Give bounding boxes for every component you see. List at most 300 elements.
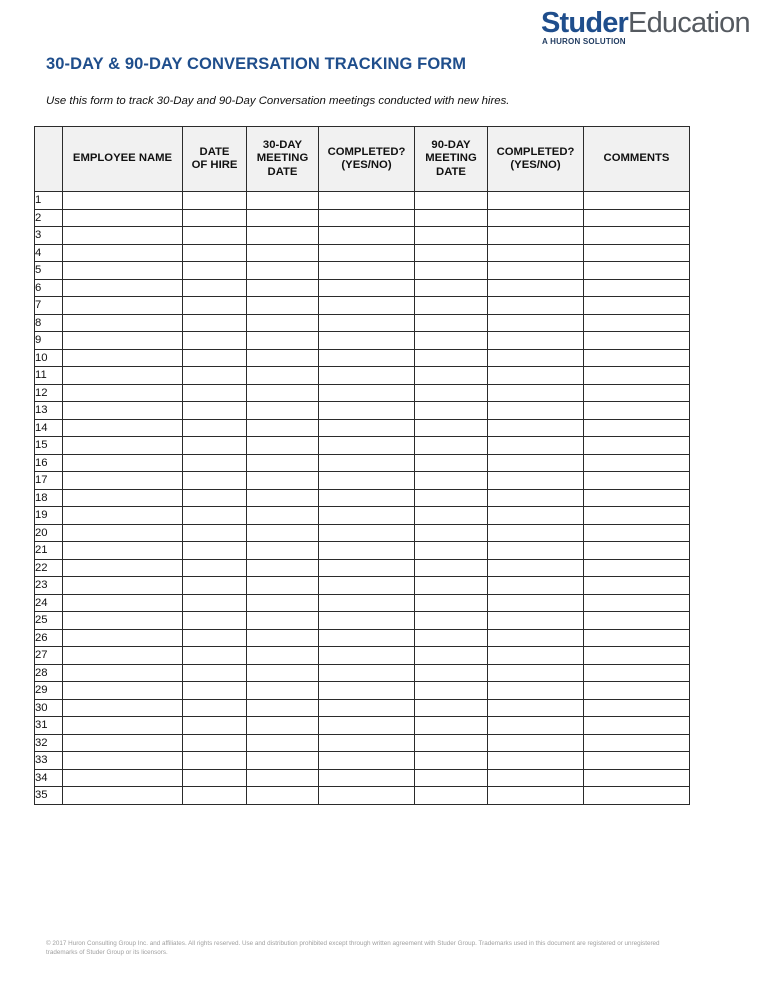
cell-date-of-hire[interactable] xyxy=(183,577,247,595)
cell-completed-30[interactable] xyxy=(319,524,415,542)
cell-completed-30[interactable] xyxy=(319,349,415,367)
cell-employee-name[interactable] xyxy=(63,244,183,262)
cell-completed-90[interactable] xyxy=(488,437,584,455)
row-number: 3 xyxy=(35,227,63,245)
table-row xyxy=(35,454,690,472)
cell-date-of-hire[interactable] xyxy=(183,209,247,227)
table-row xyxy=(35,349,690,367)
cell-employee-name[interactable] xyxy=(63,594,183,612)
cell-comments[interactable] xyxy=(584,332,690,350)
cell-90-day-meeting-date[interactable] xyxy=(415,594,488,612)
cell-30-day-meeting-date[interactable] xyxy=(247,192,319,210)
cell-employee-name[interactable] xyxy=(63,682,183,700)
cell-comments[interactable] xyxy=(584,402,690,420)
cell-date-of-hire[interactable] xyxy=(183,262,247,280)
cell-completed-90[interactable] xyxy=(488,647,584,665)
cell-completed-30[interactable] xyxy=(319,577,415,595)
cell-date-of-hire[interactable] xyxy=(183,489,247,507)
cell-completed-90[interactable] xyxy=(488,209,584,227)
table-row xyxy=(35,752,690,770)
cell-comments[interactable] xyxy=(584,244,690,262)
cell-date-of-hire[interactable] xyxy=(183,332,247,350)
cell-90-day-meeting-date[interactable] xyxy=(415,664,488,682)
cell-30-day-meeting-date[interactable] xyxy=(247,699,319,717)
cell-completed-30[interactable] xyxy=(319,209,415,227)
cell-comments[interactable] xyxy=(584,489,690,507)
form-title: 30-DAY & 90-DAY CONVERSATION TRACKING FORM xyxy=(46,55,467,73)
table-row xyxy=(35,629,690,647)
row-number: 26 xyxy=(35,629,63,647)
cell-employee-name[interactable] xyxy=(63,699,183,717)
cell-completed-30[interactable] xyxy=(319,489,415,507)
row-number: 30 xyxy=(35,699,63,717)
cell-employee-name[interactable] xyxy=(63,734,183,752)
cell-90-day-meeting-date[interactable] xyxy=(415,454,488,472)
row-number: 10 xyxy=(35,349,63,367)
row-number: 24 xyxy=(35,594,63,612)
cell-30-day-meeting-date[interactable] xyxy=(247,594,319,612)
copyright-footer: © 2017 Huron Consulting Group Inc. and affiliates. All rights reserved. Use and distribution prohibited except through written agreement with Studer Group. Trademarks used in this document are registered or unregistered trademarks of Studer Group or its licensors. xyxy=(46,940,660,956)
cell-comments[interactable] xyxy=(584,594,690,612)
cell-date-of-hire[interactable] xyxy=(183,699,247,717)
cell-completed-30[interactable] xyxy=(319,664,415,682)
table-row xyxy=(35,577,690,595)
cell-90-day-meeting-date[interactable] xyxy=(415,244,488,262)
cell-completed-90[interactable] xyxy=(488,402,584,420)
cell-comments[interactable] xyxy=(584,454,690,472)
cell-employee-name[interactable] xyxy=(63,349,183,367)
table-row xyxy=(35,647,690,665)
cell-completed-30[interactable] xyxy=(319,297,415,315)
table-row xyxy=(35,209,690,227)
cell-30-day-meeting-date[interactable] xyxy=(247,332,319,350)
cell-completed-30[interactable] xyxy=(319,682,415,700)
cell-completed-90[interactable] xyxy=(488,297,584,315)
cell-date-of-hire[interactable] xyxy=(183,629,247,647)
cell-30-day-meeting-date[interactable] xyxy=(247,472,319,490)
cell-date-of-hire[interactable] xyxy=(183,349,247,367)
cell-date-of-hire[interactable] xyxy=(183,244,247,262)
cell-90-day-meeting-date[interactable] xyxy=(415,524,488,542)
table-row xyxy=(35,314,690,332)
cell-date-of-hire[interactable] xyxy=(183,664,247,682)
row-number: 16 xyxy=(35,454,63,472)
cell-completed-30[interactable] xyxy=(319,384,415,402)
cell-90-day-meeting-date[interactable] xyxy=(415,542,488,560)
cell-date-of-hire[interactable] xyxy=(183,612,247,630)
cell-date-of-hire[interactable] xyxy=(183,472,247,490)
table-row xyxy=(35,437,690,455)
row-number: 29 xyxy=(35,682,63,700)
cell-30-day-meeting-date[interactable] xyxy=(247,402,319,420)
cell-comments[interactable] xyxy=(584,769,690,787)
table-row xyxy=(35,244,690,262)
cell-employee-name[interactable] xyxy=(63,437,183,455)
cell-30-day-meeting-date[interactable] xyxy=(247,227,319,245)
cell-employee-name[interactable] xyxy=(63,402,183,420)
cell-comments[interactable] xyxy=(584,734,690,752)
cell-completed-30[interactable] xyxy=(319,717,415,735)
cell-employee-name[interactable] xyxy=(63,524,183,542)
cell-30-day-meeting-date[interactable] xyxy=(247,384,319,402)
cell-completed-30[interactable] xyxy=(319,227,415,245)
cell-90-day-meeting-date[interactable] xyxy=(415,629,488,647)
table-row xyxy=(35,472,690,490)
cell-comments[interactable] xyxy=(584,209,690,227)
cell-90-day-meeting-date[interactable] xyxy=(415,559,488,577)
cell-employee-name[interactable] xyxy=(63,629,183,647)
cell-comments[interactable] xyxy=(584,699,690,717)
cell-completed-90[interactable] xyxy=(488,349,584,367)
cell-30-day-meeting-date[interactable] xyxy=(247,542,319,560)
cell-comments[interactable] xyxy=(584,752,690,770)
cell-30-day-meeting-date[interactable] xyxy=(247,314,319,332)
cell-completed-30[interactable] xyxy=(319,192,415,210)
cell-completed-30[interactable] xyxy=(319,454,415,472)
cell-30-day-meeting-date[interactable] xyxy=(247,769,319,787)
row-number: 4 xyxy=(35,244,63,262)
cell-completed-30[interactable] xyxy=(319,734,415,752)
cell-completed-90[interactable] xyxy=(488,629,584,647)
cell-comments[interactable] xyxy=(584,664,690,682)
row-number: 1 xyxy=(35,192,63,210)
header-completed-90: COMPLETED? (YES/NO) xyxy=(488,127,584,192)
cell-completed-30[interactable] xyxy=(319,787,415,805)
cell-employee-name[interactable] xyxy=(63,332,183,350)
cell-90-day-meeting-date[interactable] xyxy=(415,192,488,210)
cell-90-day-meeting-date[interactable] xyxy=(415,752,488,770)
cell-30-day-meeting-date[interactable] xyxy=(247,612,319,630)
table-row xyxy=(35,384,690,402)
cell-employee-name[interactable] xyxy=(63,279,183,297)
cell-completed-30[interactable] xyxy=(319,612,415,630)
cell-completed-90[interactable] xyxy=(488,227,584,245)
table-row xyxy=(35,402,690,420)
cell-90-day-meeting-date[interactable] xyxy=(415,577,488,595)
row-number: 31 xyxy=(35,717,63,735)
cell-comments[interactable] xyxy=(584,717,690,735)
table-row xyxy=(35,227,690,245)
cell-employee-name[interactable] xyxy=(63,209,183,227)
cell-date-of-hire[interactable] xyxy=(183,594,247,612)
cell-30-day-meeting-date[interactable] xyxy=(247,349,319,367)
cell-30-day-meeting-date[interactable] xyxy=(247,734,319,752)
cell-completed-30[interactable] xyxy=(319,279,415,297)
row-number: 5 xyxy=(35,262,63,280)
cell-completed-90[interactable] xyxy=(488,489,584,507)
logo-wordmark xyxy=(541,8,750,38)
cell-90-day-meeting-date[interactable] xyxy=(415,402,488,420)
table-row xyxy=(35,717,690,735)
cell-30-day-meeting-date[interactable] xyxy=(247,717,319,735)
cell-date-of-hire[interactable] xyxy=(183,227,247,245)
cell-completed-30[interactable] xyxy=(319,594,415,612)
cell-comments[interactable] xyxy=(584,612,690,630)
cell-90-day-meeting-date[interactable] xyxy=(415,472,488,490)
cell-employee-name[interactable] xyxy=(63,647,183,665)
cell-completed-90[interactable] xyxy=(488,752,584,770)
cell-completed-30[interactable] xyxy=(319,437,415,455)
cell-employee-name[interactable] xyxy=(63,297,183,315)
cell-90-day-meeting-date[interactable] xyxy=(415,349,488,367)
cell-completed-30[interactable] xyxy=(319,752,415,770)
cell-comments[interactable] xyxy=(584,682,690,700)
cell-30-day-meeting-date[interactable] xyxy=(247,682,319,700)
cell-employee-name[interactable] xyxy=(63,717,183,735)
cell-completed-30[interactable] xyxy=(319,629,415,647)
cell-date-of-hire[interactable] xyxy=(183,559,247,577)
cell-comments[interactable] xyxy=(584,262,690,280)
cell-completed-30[interactable] xyxy=(319,332,415,350)
cell-date-of-hire[interactable] xyxy=(183,454,247,472)
cell-90-day-meeting-date[interactable] xyxy=(415,787,488,805)
cell-comments[interactable] xyxy=(584,559,690,577)
cell-30-day-meeting-date[interactable] xyxy=(247,209,319,227)
cell-90-day-meeting-date[interactable] xyxy=(415,489,488,507)
cell-employee-name[interactable] xyxy=(63,262,183,280)
cell-completed-90[interactable] xyxy=(488,419,584,437)
cell-completed-90[interactable] xyxy=(488,367,584,385)
cell-90-day-meeting-date[interactable] xyxy=(415,279,488,297)
cell-completed-30[interactable] xyxy=(319,367,415,385)
cell-completed-90[interactable] xyxy=(488,262,584,280)
table-row xyxy=(35,279,690,297)
cell-completed-90[interactable] xyxy=(488,577,584,595)
table-row xyxy=(35,769,690,787)
cell-completed-90[interactable] xyxy=(488,524,584,542)
cell-completed-90[interactable] xyxy=(488,594,584,612)
row-number: 18 xyxy=(35,489,63,507)
cell-comments[interactable] xyxy=(584,349,690,367)
cell-date-of-hire[interactable] xyxy=(183,437,247,455)
cell-comments[interactable] xyxy=(584,314,690,332)
cell-completed-90[interactable] xyxy=(488,192,584,210)
cell-completed-30[interactable] xyxy=(319,472,415,490)
table-row xyxy=(35,489,690,507)
cell-90-day-meeting-date[interactable] xyxy=(415,647,488,665)
cell-comments[interactable] xyxy=(584,297,690,315)
cell-comments[interactable] xyxy=(584,542,690,560)
cell-90-day-meeting-date[interactable] xyxy=(415,682,488,700)
cell-90-day-meeting-date[interactable] xyxy=(415,227,488,245)
cell-90-day-meeting-date[interactable] xyxy=(415,734,488,752)
cell-date-of-hire[interactable] xyxy=(183,647,247,665)
cell-30-day-meeting-date[interactable] xyxy=(247,664,319,682)
cell-comments[interactable] xyxy=(584,472,690,490)
row-number: 34 xyxy=(35,769,63,787)
cell-employee-name[interactable] xyxy=(63,489,183,507)
row-number: 7 xyxy=(35,297,63,315)
table-row xyxy=(35,367,690,385)
cell-date-of-hire[interactable] xyxy=(183,752,247,770)
cell-completed-30[interactable] xyxy=(319,542,415,560)
cell-employee-name[interactable] xyxy=(63,472,183,490)
cell-employee-name[interactable] xyxy=(63,577,183,595)
cell-completed-90[interactable] xyxy=(488,769,584,787)
cell-date-of-hire[interactable] xyxy=(183,769,247,787)
cell-completed-30[interactable] xyxy=(319,699,415,717)
row-number: 12 xyxy=(35,384,63,402)
cell-employee-name[interactable] xyxy=(63,384,183,402)
cell-30-day-meeting-date[interactable] xyxy=(247,629,319,647)
table-row xyxy=(35,524,690,542)
cell-completed-90[interactable] xyxy=(488,734,584,752)
cell-completed-30[interactable] xyxy=(319,419,415,437)
cell-30-day-meeting-date[interactable] xyxy=(247,507,319,525)
cell-completed-30[interactable] xyxy=(319,314,415,332)
cell-comments[interactable] xyxy=(584,227,690,245)
cell-date-of-hire[interactable] xyxy=(183,524,247,542)
cell-30-day-meeting-date[interactable] xyxy=(247,454,319,472)
cell-employee-name[interactable] xyxy=(63,454,183,472)
cell-completed-90[interactable] xyxy=(488,612,584,630)
cell-completed-90[interactable] xyxy=(488,384,584,402)
cell-30-day-meeting-date[interactable] xyxy=(247,437,319,455)
cell-date-of-hire[interactable] xyxy=(183,192,247,210)
cell-90-day-meeting-date[interactable] xyxy=(415,612,488,630)
cell-90-day-meeting-date[interactable] xyxy=(415,437,488,455)
table-row xyxy=(35,559,690,577)
cell-employee-name[interactable] xyxy=(63,752,183,770)
cell-employee-name[interactable] xyxy=(63,559,183,577)
cell-employee-name[interactable] xyxy=(63,664,183,682)
cell-completed-90[interactable] xyxy=(488,699,584,717)
cell-completed-30[interactable] xyxy=(319,507,415,525)
tracking-table xyxy=(34,126,690,805)
cell-90-day-meeting-date[interactable] xyxy=(415,332,488,350)
cell-date-of-hire[interactable] xyxy=(183,419,247,437)
cell-completed-90[interactable] xyxy=(488,717,584,735)
cell-employee-name[interactable] xyxy=(63,612,183,630)
cell-completed-90[interactable] xyxy=(488,507,584,525)
table-row xyxy=(35,542,690,560)
cell-completed-90[interactable] xyxy=(488,542,584,560)
cell-comments[interactable] xyxy=(584,629,690,647)
cell-30-day-meeting-date[interactable] xyxy=(247,262,319,280)
cell-comments[interactable] xyxy=(584,787,690,805)
cell-completed-90[interactable] xyxy=(488,682,584,700)
table-row xyxy=(35,682,690,700)
cell-completed-90[interactable] xyxy=(488,664,584,682)
cell-employee-name[interactable] xyxy=(63,367,183,385)
cell-date-of-hire[interactable] xyxy=(183,787,247,805)
cell-90-day-meeting-date[interactable] xyxy=(415,367,488,385)
cell-employee-name[interactable] xyxy=(63,769,183,787)
cell-employee-name[interactable] xyxy=(63,419,183,437)
cell-30-day-meeting-date[interactable] xyxy=(247,524,319,542)
cell-completed-30[interactable] xyxy=(319,262,415,280)
cell-completed-90[interactable] xyxy=(488,244,584,262)
cell-90-day-meeting-date[interactable] xyxy=(415,209,488,227)
row-number: 8 xyxy=(35,314,63,332)
cell-employee-name[interactable] xyxy=(63,192,183,210)
cell-employee-name[interactable] xyxy=(63,507,183,525)
table-row xyxy=(35,332,690,350)
cell-completed-90[interactable] xyxy=(488,314,584,332)
table-row xyxy=(35,594,690,612)
cell-90-day-meeting-date[interactable] xyxy=(415,769,488,787)
cell-comments[interactable] xyxy=(584,192,690,210)
row-number: 25 xyxy=(35,612,63,630)
cell-employee-name[interactable] xyxy=(63,542,183,560)
cell-comments[interactable] xyxy=(584,524,690,542)
cell-completed-30[interactable] xyxy=(319,559,415,577)
cell-30-day-meeting-date[interactable] xyxy=(247,577,319,595)
cell-date-of-hire[interactable] xyxy=(183,384,247,402)
cell-30-day-meeting-date[interactable] xyxy=(247,367,319,385)
cell-comments[interactable] xyxy=(584,419,690,437)
row-number: 6 xyxy=(35,279,63,297)
row-number: 17 xyxy=(35,472,63,490)
cell-date-of-hire[interactable] xyxy=(183,402,247,420)
cell-completed-30[interactable] xyxy=(319,769,415,787)
cell-comments[interactable] xyxy=(584,647,690,665)
cell-date-of-hire[interactable] xyxy=(183,367,247,385)
cell-date-of-hire[interactable] xyxy=(183,734,247,752)
cell-comments[interactable] xyxy=(584,384,690,402)
cell-date-of-hire[interactable] xyxy=(183,297,247,315)
cell-completed-90[interactable] xyxy=(488,559,584,577)
row-number: 23 xyxy=(35,577,63,595)
logo-name-light: Education xyxy=(628,7,750,39)
cell-completed-30[interactable] xyxy=(319,402,415,420)
cell-90-day-meeting-date[interactable] xyxy=(415,507,488,525)
cell-comments[interactable] xyxy=(584,279,690,297)
cell-90-day-meeting-date[interactable] xyxy=(415,717,488,735)
cell-date-of-hire[interactable] xyxy=(183,279,247,297)
cell-comments[interactable] xyxy=(584,437,690,455)
cell-completed-90[interactable] xyxy=(488,454,584,472)
cell-30-day-meeting-date[interactable] xyxy=(247,752,319,770)
cell-30-day-meeting-date[interactable] xyxy=(247,489,319,507)
cell-employee-name[interactable] xyxy=(63,227,183,245)
cell-30-day-meeting-date[interactable] xyxy=(247,279,319,297)
cell-30-day-meeting-date[interactable] xyxy=(247,559,319,577)
cell-90-day-meeting-date[interactable] xyxy=(415,384,488,402)
cell-employee-name[interactable] xyxy=(63,314,183,332)
cell-employee-name[interactable] xyxy=(63,787,183,805)
cell-90-day-meeting-date[interactable] xyxy=(415,262,488,280)
cell-comments[interactable] xyxy=(584,367,690,385)
cell-completed-30[interactable] xyxy=(319,647,415,665)
cell-90-day-meeting-date[interactable] xyxy=(415,297,488,315)
cell-30-day-meeting-date[interactable] xyxy=(247,419,319,437)
row-number: 9 xyxy=(35,332,63,350)
cell-completed-30[interactable] xyxy=(319,244,415,262)
cell-90-day-meeting-date[interactable] xyxy=(415,314,488,332)
cell-date-of-hire[interactable] xyxy=(183,507,247,525)
cell-date-of-hire[interactable] xyxy=(183,542,247,560)
row-number: 14 xyxy=(35,419,63,437)
cell-comments[interactable] xyxy=(584,507,690,525)
cell-30-day-meeting-date[interactable] xyxy=(247,297,319,315)
cell-90-day-meeting-date[interactable] xyxy=(415,699,488,717)
row-number: 33 xyxy=(35,752,63,770)
cell-30-day-meeting-date[interactable] xyxy=(247,787,319,805)
cell-completed-90[interactable] xyxy=(488,787,584,805)
logo-tagline: A HURON SOLUTION xyxy=(542,37,626,46)
cell-30-day-meeting-date[interactable] xyxy=(247,647,319,665)
cell-completed-90[interactable] xyxy=(488,279,584,297)
cell-comments[interactable] xyxy=(584,577,690,595)
cell-30-day-meeting-date[interactable] xyxy=(247,244,319,262)
cell-date-of-hire[interactable] xyxy=(183,717,247,735)
cell-date-of-hire[interactable] xyxy=(183,682,247,700)
cell-90-day-meeting-date[interactable] xyxy=(415,419,488,437)
cell-completed-90[interactable] xyxy=(488,472,584,490)
cell-date-of-hire[interactable] xyxy=(183,314,247,332)
cell-completed-90[interactable] xyxy=(488,332,584,350)
